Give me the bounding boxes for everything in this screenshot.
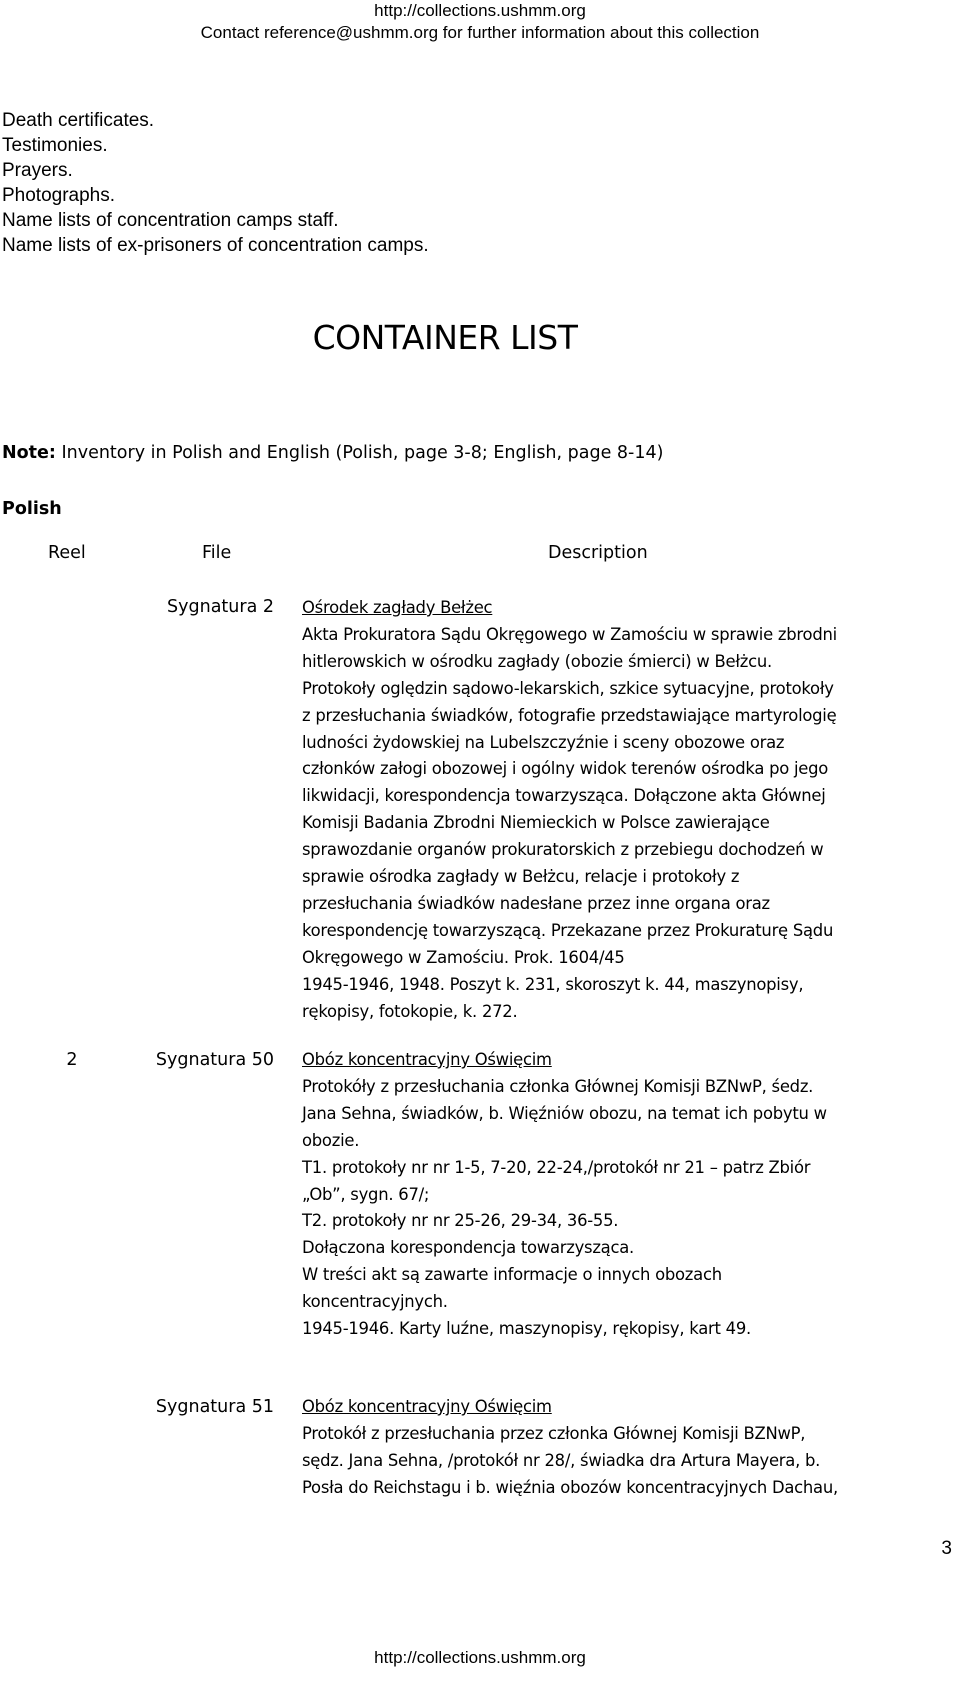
footer-url: http://collections.ushmm.org [374,1648,586,1667]
entry-description [302,1047,922,1343]
entry-title: Obóz koncentracyjny Oświęcim [302,1397,552,1416]
column-header-file: File [202,543,232,563]
description-line: 1945-1946, 1948. Poszyt k. 231, skoroszyt k. 44, maszynopisy, [302,974,804,994]
header-contact: Contact reference@ushmm.org for further information about this collection [200,23,760,42]
description-line: sprawozdanie organów prokuratorskich z przebiegu dochodzeń w [302,840,824,860]
description-line: hitlerowskich w ośrodku zagłady (obozie śmierci) w Bełżcu. [302,651,772,671]
column-header-reel: Reel [48,543,86,563]
note-label: Note: [2,443,56,463]
description-line: Protokół z przesłuchania przez członka Głównej Komisji BZNwP, [302,1423,806,1443]
description-line: obozie. [302,1130,360,1150]
intro-line: Name lists of ex-prisoners of concentration camps. [2,235,429,256]
intro-list [2,108,429,258]
entry-title: Obóz koncentracyjny Oświęcim [302,1050,552,1069]
page-title: CONTAINER LIST [312,318,578,357]
intro-line: Testimonies. [2,135,108,156]
description-line: Posła do Reichstagu i b. więźnia obozów koncentracyjnych Dachau, [302,1477,838,1497]
description-line: sprawie ośrodka zagłady w Bełżcu, relacje i protokoły z [302,867,740,887]
description-line: koncentracyjnych. [302,1292,448,1312]
note-text: Inventory in Polish and English (Polish, page 3-8; English, page 8-14) [55,443,664,463]
description-line: Protokoły oględzin sądowo-lekarskich, szkice sytuacyjne, protokoły [302,678,834,698]
page-number: 3 [941,1538,952,1559]
intro-line: Death certificates. [2,110,155,131]
entry-title: Ośrodek zagłady Bełżec [302,598,493,617]
entry-description [302,1394,922,1502]
description-line: rękopisy, fotokopie, k. 272. [302,1001,518,1021]
note [2,441,663,465]
description-line: likwidacji, korespondencja towarzysząca. Dołączone akta Głównej [302,786,826,806]
description-line: W treści akt są zawarte informacje o innych obozach [302,1265,722,1285]
description-line: przesłuchania świadków nadesłane przez inne organa oraz [302,893,770,913]
entry-reel: 2 [66,1050,78,1070]
description-line: Akta Prokuratora Sądu Okręgowego w Zamościu w sprawie zbrodni [302,624,837,644]
description-line: Komisji Badania Zbrodni Niemieckich w Polsce zawierające [302,813,770,833]
header-url: http://collections.ushmm.org [374,1,586,20]
entry-description [302,595,922,1026]
description-line: Okręgowego w Zamościu. Prok. 1604/45 [302,947,625,967]
entry-file: Sygnatura 50 [155,1050,274,1070]
description-line: Protokóły z przesłuchania członka Głównej Komisji BZNwP, śedz. [302,1076,814,1096]
description-line: sędz. Jana Sehna, /protokół nr 28/, świadka dra Artura Mayera, b. [302,1450,821,1470]
entry-file: Sygnatura 2 [167,597,274,617]
intro-line: Prayers. [2,160,73,181]
description-line: 1945-1946. Karty luźne, maszynopisy, rękopisy, kart 49. [302,1319,751,1339]
column-header-description: Description [548,543,648,563]
intro-line: Name lists of concentration camps staff. [2,210,339,231]
description-line: „Ob”, sygn. 67/; [302,1184,430,1204]
description-line: członków załogi obozowej i ogólny widok terenów ośrodka po jego [302,759,829,779]
intro-line: Photographs. [2,185,116,206]
description-line: Jana Sehna, świadków, b. Więźniów obozu, na temat ich pobytu w [302,1103,827,1123]
description-line: T1. protokoły nr nr 1-5, 7-20, 22-24,/protokół nr 21 – patrz Zbiór [302,1157,811,1177]
section-heading: Polish [2,499,62,519]
description-line: z przesłuchania świadków, fotografie przedstawiające martyrologię [302,705,837,725]
entry-file: Sygnatura 51 [155,1397,274,1417]
description-line: korespondencję towarzyszącą. Przekazane przez Prokuraturę Sądu [302,920,834,940]
description-line: Dołączona korespondencja towarzysząca. [302,1238,634,1258]
description-line: ludności żydowskiej na Lubelszczyźnie i sceny obozowe oraz [302,732,785,752]
description-line: T2. protokoły nr nr 25-26, 29-34, 36-55. [302,1211,619,1231]
